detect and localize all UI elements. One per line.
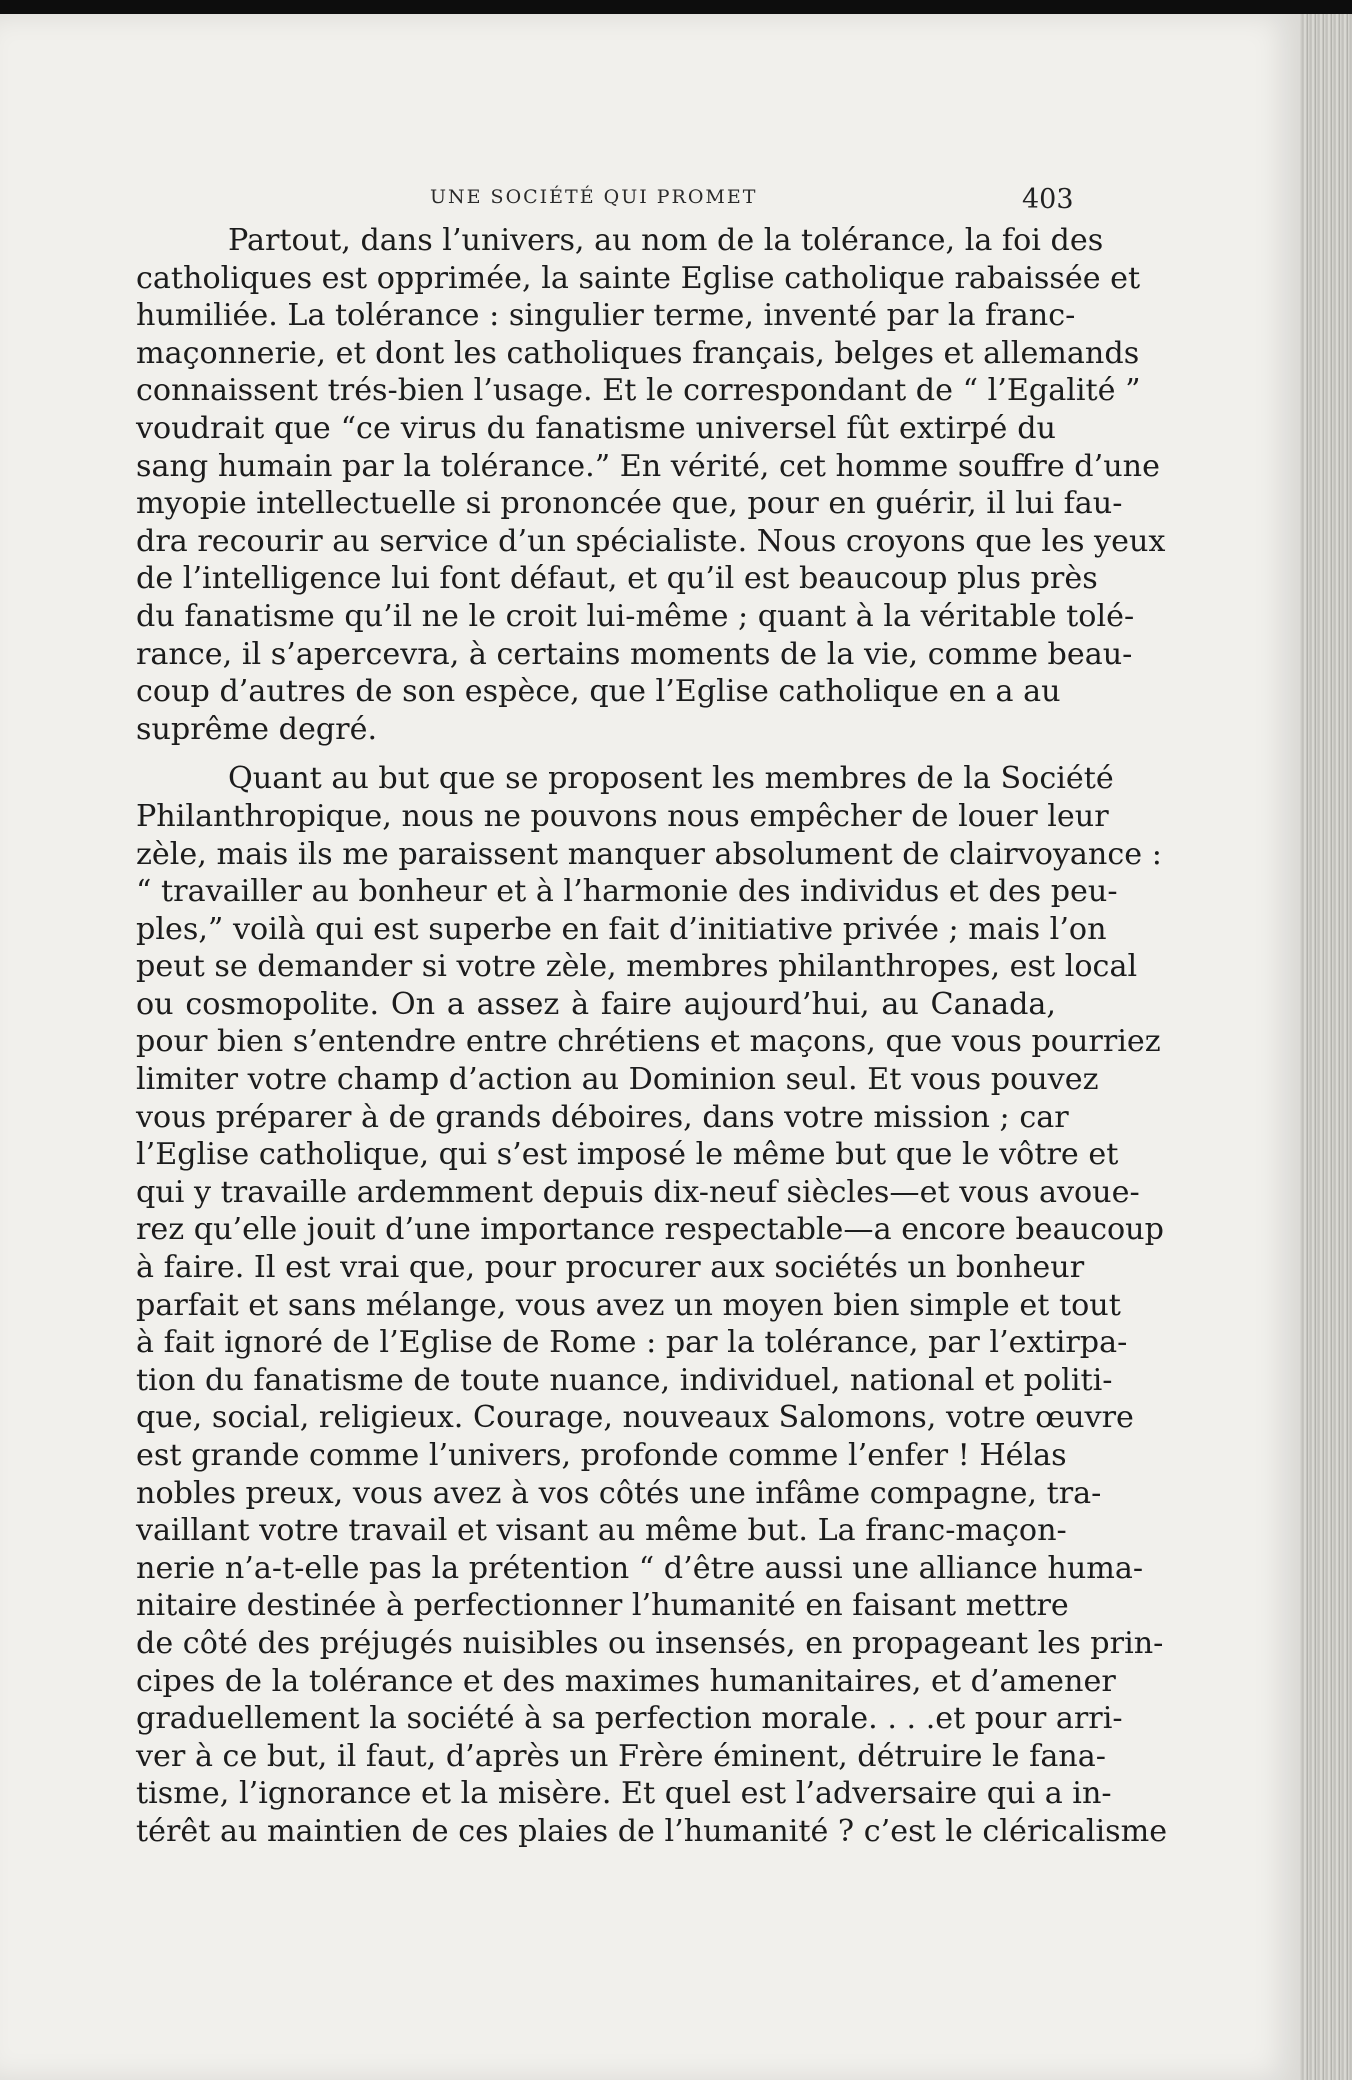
text-line: de côté des préjugés nuisibles ou insensés, en propageant les prin-	[136, 1625, 1164, 1661]
text-line: graduellement la société à sa perfection morale. . . .et pour arri-	[136, 1701, 1123, 1737]
text-line: vous préparer à de grands déboires, dans votre mission ; car	[136, 1099, 1069, 1135]
text-line: ou cosmopolite. On a assez à faire aujourd’hui, au Canada,	[136, 986, 1056, 1022]
text-line: du fanatisme qu’il ne le croit lui-même ; quant à la véritable tolé-	[136, 598, 1135, 634]
book-page	[0, 14, 1300, 2080]
text-line: voudrait que “ce virus du fanatisme universel fût extirpé du	[136, 410, 1056, 446]
text-line: parfait et sans mélange, vous avez un moyen bien simple et tout	[136, 1287, 1121, 1323]
scan-top-border	[0, 0, 1352, 14]
page-number: 403	[1022, 184, 1074, 215]
text-line: térêt au maintien de ces plaies de l’humanité ? c’est le cléricalisme	[136, 1813, 1168, 1849]
text-line: rez qu’elle jouit d’une importance respectable—a encore beaucoup	[136, 1212, 1164, 1248]
text-line: myopie intellectuelle si prononcée que, pour en guérir, il lui fau-	[136, 486, 1123, 522]
paragraph-2	[136, 760, 1168, 1850]
text-line: pour bien s’entendre entre chrétiens et maçons, que vous pourriez	[136, 1024, 1161, 1060]
text-line: ples,” voilà qui est superbe en fait d’initiative privée ; mais l’on	[136, 911, 1107, 947]
text-line: qui y travaille ardemment depuis dix-neuf siècles—et vous avoue-	[136, 1174, 1140, 1210]
text-line: nerie n’a-t-elle pas la prétention “ d’être aussi une alliance huma-	[136, 1550, 1144, 1586]
text-line: coup d’autres de son espèce, que l’Eglise catholique en a au	[136, 674, 1061, 710]
text-line: zèle, mais ils me paraissent manquer absolument de clairvoyance :	[136, 836, 1162, 872]
text-line: l’Eglise catholique, qui s’est imposé le même but que le vôtre et	[136, 1137, 1119, 1173]
text-line: ver à ce but, il faut, d’après un Frère éminent, détruire le fana-	[136, 1738, 1106, 1774]
text-line: Partout, dans l’univers, au nom de la tolérance, la foi des	[228, 223, 1104, 258]
text-line: nitaire destinée à perfectionner l’humanité en faisant mettre	[136, 1588, 1069, 1624]
text-line: tion du fanatisme de toute nuance, individuel, national et politi-	[136, 1362, 1113, 1398]
text-line: de l’intelligence lui font défaut, et qu’il est beaucoup plus près	[136, 561, 1098, 597]
text-line: nobles preux, vous avez à vos côtés une infâme compagne, tra-	[136, 1475, 1102, 1511]
text-line: vaillant votre travail et visant au même but. La franc-maçon-	[136, 1513, 1067, 1549]
page-stack-edge	[1300, 14, 1352, 2080]
text-line: maçonnerie, et dont les catholiques français, belges et allemands	[136, 335, 1140, 371]
text-line: catholiques est opprimée, la sainte Eglise catholique rabaissée et	[136, 260, 1141, 296]
text-line: connaissent trés-bien l’usage. Et le correspondant de “ l’Egalité ”	[136, 373, 1141, 409]
running-head: UNE SOCIÉTÉ QUI PROMET	[430, 186, 758, 208]
body-text	[136, 222, 1168, 1851]
text-line: suprême degré.	[136, 711, 378, 747]
text-line: que, social, religieux. Courage, nouveaux Salomons, votre œuvre	[136, 1400, 1134, 1436]
text-line: est grande comme l’univers, profonde comme l’enfer ! Hélas	[136, 1438, 1067, 1473]
text-line: peut se demander si votre zèle, membres philanthropes, est local	[136, 949, 1138, 985]
text-line: cipes de la tolérance et des maximes humanitaires, et d’amener	[136, 1663, 1116, 1699]
text-line: Philanthropique, nous ne pouvons nous empêcher de louer leur	[136, 798, 1109, 834]
text-line: rance, il s’apercevra, à certains moments de la vie, comme beau-	[136, 636, 1133, 672]
text-line: à faire. Il est vrai que, pour procurer aux sociétés un bonheur	[136, 1250, 1085, 1286]
paragraph-1	[136, 222, 1166, 748]
text-line: à fait ignoré de l’Eglise de Rome : par la tolérance, par l’extirpa-	[136, 1325, 1128, 1361]
text-line: “ travailler au bonheur et à l’harmonie des individus et des peu-	[136, 874, 1118, 910]
text-line: limiter votre champ d’action au Dominion seul. Et vous pouvez	[136, 1062, 1099, 1098]
text-line: humiliée. La tolérance : singulier terme, inventé par la franc-	[136, 298, 1076, 334]
text-line: Quant au but que se proposent les membres de la Société	[228, 761, 1114, 797]
text-line: dra recourir au service d’un spécialiste. Nous croyons que les yeux	[136, 523, 1166, 559]
text-line: tisme, l’ignorance et la misère. Et quel est l’adversaire qui a in-	[136, 1776, 1112, 1812]
text-line: sang humain par la tolérance.” En vérité, cet homme souffre d’une	[136, 448, 1160, 484]
